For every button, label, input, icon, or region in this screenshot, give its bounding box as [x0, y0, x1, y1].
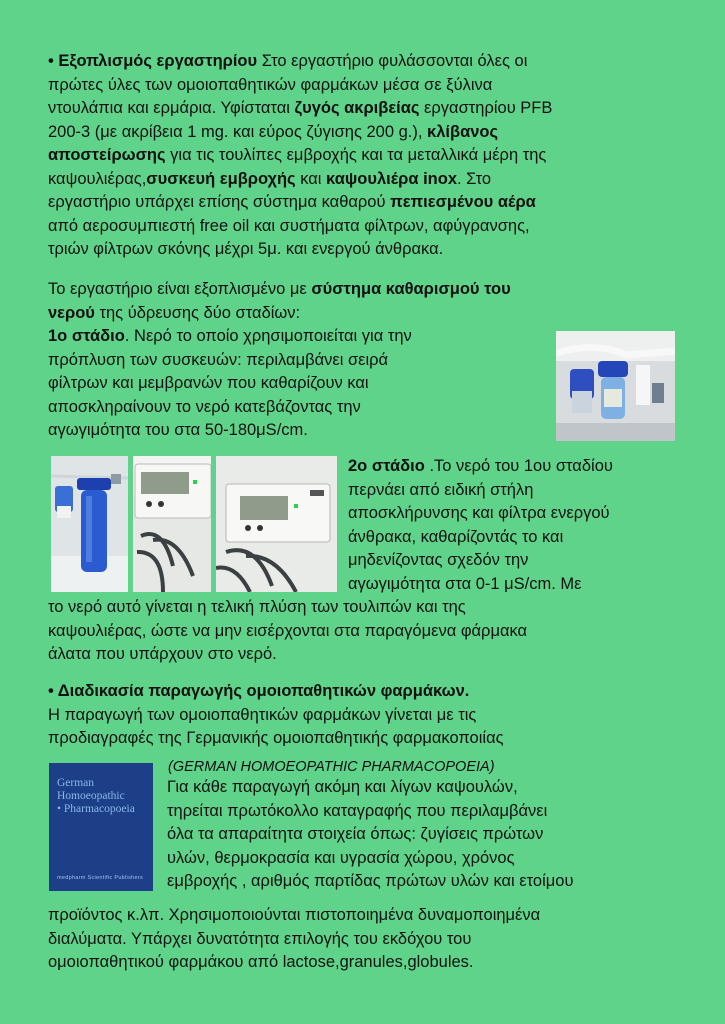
stage1-paragraph-line-3	[48, 396, 412, 420]
equipment-heading: Εξοπλισμός εργαστηρίου	[58, 52, 258, 70]
water-system-intro	[48, 278, 511, 325]
stage2-paragraph-line-2-seg-0: αποσκλήρυνσης και φίλτρα ενεργού	[348, 504, 610, 522]
bullet: •	[48, 52, 54, 70]
production-paragraph-line-2-seg-0: προδιαγραφές της Γερμανικής ομοιοπαθητικής φαρμακοποιίας	[48, 729, 504, 747]
equipment-lines-line-5	[48, 168, 552, 192]
equipment-lines-line-2	[48, 97, 552, 121]
stage1-paragraph-line-4-seg-0: αγωγιμότητα του στα 50-180μS/cm.	[48, 421, 308, 439]
production-paragraph-line-0-seg-0: • Διαδικασία παραγωγής ομοιοπαθητικών φαρμάκων.	[48, 682, 470, 700]
equipment-lines-line-6-seg-1: πεπιεσμένου αέρα	[390, 193, 536, 211]
stage1-paragraph-line-3-seg-0: αποσκληραίνουν το νερό κατεβάζοντας την	[48, 397, 361, 416]
equipment-lines-line-7	[48, 215, 552, 239]
protocol-continuation-line-1-seg-0: διαλύματα. Υπάρχει δυνατότητα επιλογής του εκδόχου του	[48, 929, 472, 948]
book-title-line-1: German	[57, 777, 95, 789]
production-paragraph-line-1	[48, 704, 504, 728]
stage1-paragraph-line-0-seg-0: 1ο στάδιο	[48, 327, 125, 345]
book-publisher: medpharm Scientific Publishers	[57, 875, 144, 881]
protocol-paragraph-line-2-seg-0: όλα τα απαραίτητα στοιχεία όπως: ζυγίσεις πρώτων	[167, 825, 544, 843]
equipment-lines-line-5-seg-0: καψουλιέρας,	[48, 169, 147, 188]
stage2-paragraph-line-4-seg-0: μηδενίζοντας σχεδόν την	[348, 551, 529, 569]
protocol-continuation	[48, 904, 540, 975]
stage1-paragraph-line-1	[48, 349, 412, 373]
stage2-paragraph-line-0-seg-0: 2ο στάδιο	[348, 457, 425, 475]
stage2-paragraph-line-3-seg-0: άνθρακα, καθαρίζοντάς το και	[348, 527, 564, 546]
protocol-paragraph-line-1-seg-0: τηρείται πρωτόκολλο καταγραφής που περιλαμβάνει	[167, 801, 548, 820]
production-paragraph	[48, 680, 504, 751]
water-system-intro-line-1	[48, 302, 511, 326]
protocol-paragraph-line-3-seg-0: υλών, θερμοκρασία και υγρασία χώρου, χρόνος	[167, 848, 515, 867]
meter-image-2	[216, 456, 337, 592]
protocol-paragraph-line-3	[167, 847, 573, 871]
stage2-paragraph-line-5	[348, 573, 613, 597]
stage2-paragraph-line-1	[348, 479, 613, 503]
stage2-continuation-line-1	[48, 620, 527, 644]
conductivity-meter-photo-1	[133, 456, 211, 592]
book-title-line-3: • Pharmacopoeia	[57, 803, 135, 815]
stage1-paragraph-line-2-seg-0: φίλτρων και μεμβρανών που καθαρίζουν και	[48, 374, 369, 392]
equipment-lines-line-2-seg-0: ντουλάπια και ερμάρια. Υφίσταται	[48, 99, 295, 117]
equipment-lines-line-2-seg-1: ζυγός ακριβείας	[294, 99, 420, 117]
stage2-continuation-line-0	[48, 596, 527, 620]
filter-photo-image	[556, 331, 675, 441]
equipment-lines-line-8-seg-0: τριών φίλτρων σκόνης μέχρι 5μ. και ενεργού άνθρακα.	[48, 240, 444, 258]
protocol-paragraph-line-2	[167, 823, 573, 847]
stage1-paragraph	[48, 325, 412, 443]
stage2-paragraph-line-0-seg-1: .Το νερό του 1ου σταδίου	[424, 457, 613, 475]
stage2-continuation-line-2	[48, 643, 527, 667]
equipment-lines-line-6-seg-0: εργαστήριο υπάρχει επίσης σύστημα καθαρού	[48, 193, 391, 211]
equipment-lines-line-4-seg-0: αποστείρωσης	[48, 146, 166, 164]
production-paragraph-line-0	[48, 680, 504, 704]
stage2-continuation-line-1-seg-0: καψουλιέρας, ώστε να μην εισέρχονται στα παραγόμενα φάρμακα	[48, 621, 528, 640]
pharmacopoeia-book-cover	[49, 763, 153, 891]
equipment-line-0-rest: Στο εργαστήριο φυλάσσονται όλες οι	[257, 52, 528, 70]
protocol-paragraph-line-0	[167, 776, 573, 800]
blue-filter-image	[51, 456, 128, 592]
stage2-continuation-line-0-seg-0: το νερό αυτό γίνεται η τελική πλύση των τουλιπών και της	[48, 598, 466, 616]
stage2-filter-photo	[51, 456, 128, 592]
stage1-filter-photo	[556, 331, 675, 441]
equipment-lines-line-1-seg-0: πρώτες ύλες των ομοιοπαθητικών φαρμάκων μέσα σε ξύλινα	[48, 75, 493, 94]
water-system-intro-line-1-seg-0: νερού	[48, 303, 95, 322]
protocol-paragraph	[167, 776, 573, 894]
protocol-continuation-line-2	[48, 951, 540, 975]
protocol-paragraph-line-0-seg-0: Για κάθε παραγωγή ακόμη και λίγων καψουλών,	[167, 778, 518, 796]
water-system-intro-line-0	[48, 278, 511, 302]
stage1-paragraph-line-0	[48, 325, 412, 349]
book-title	[57, 777, 135, 816]
equipment-lines-line-6	[48, 191, 552, 215]
protocol-continuation-line-0	[48, 904, 540, 928]
equipment-lines-line-1	[48, 74, 552, 98]
equipment-lines-line-7-seg-0: από αεροσυμπιεστή free oil και συστήματα φίλτρων, αφύγρανσης,	[48, 216, 530, 235]
stage2-paragraph-line-2	[348, 502, 613, 526]
stage1-paragraph-line-2	[48, 372, 412, 396]
stage2-continuation	[48, 596, 527, 667]
protocol-continuation-line-1	[48, 928, 540, 952]
stage2-paragraph-line-0	[348, 455, 613, 479]
production-paragraph-line-1-seg-0: Η παραγωγή των ομοιοπαθητικών φαρμάκων γίνεται με τις	[48, 705, 477, 724]
stage1-paragraph-line-1-seg-0: πρόπλυση των συσκευών: περιλαμβάνει σειρά	[48, 350, 389, 369]
conductivity-meter-photo-2	[216, 456, 337, 592]
protocol-continuation-line-2-seg-0: ομοιοπαθητικού φαρμάκου από lactose,granules,globules.	[48, 953, 474, 971]
equipment-lines-line-5-seg-3: καψουλιέρα inox	[326, 169, 458, 188]
book-title-line-2: Homoeopathic	[57, 790, 125, 802]
water-system-intro-line-1-seg-1: της ύδρευσης δύο σταδίων:	[94, 303, 301, 322]
production-paragraph-line-2	[48, 727, 504, 751]
equipment-lines-line-5-seg-4: . Στο	[457, 169, 492, 188]
stage2-paragraph	[348, 455, 613, 596]
stage2-paragraph-line-3	[348, 526, 613, 550]
protocol-paragraph-line-1	[167, 800, 573, 824]
protocol-paragraph-line-4	[167, 870, 573, 894]
stage1-paragraph-line-4	[48, 419, 412, 443]
equipment-lines-line-5-seg-2: και	[295, 169, 327, 188]
equipment-lines-line-5-seg-1: συσκευή εμβροχής	[146, 169, 296, 188]
equipment-lines	[48, 74, 552, 262]
stage2-continuation-line-2-seg-0: άλατα που υπάρχουν στο νερό.	[48, 645, 277, 663]
book-title-line-3-text: Pharmacopoeia	[63, 803, 135, 815]
equipment-lines-line-4-seg-1: για τις τουλίπες εμβροχής και τα μεταλλικά μέρη της	[165, 146, 547, 164]
equipment-lines-line-4	[48, 144, 552, 168]
stage1-paragraph-line-0-seg-1: . Νερό το οποίο χρησιμοποιείται για την	[124, 327, 412, 345]
pharmacopoeia-italic: (GERMAN HOMOEOPATHIC PHARMACOPOEIA)	[168, 759, 495, 775]
protocol-continuation-line-0-seg-0: προϊόντος κ.λπ. Χρησιμοποιούνται πιστοποιημένα δυναμοποιημένα	[48, 906, 541, 924]
protocol-paragraph-line-4-seg-0: εμβροχής , αριθμός παρτίδας πρώτων υλών και ετοίμου	[167, 872, 574, 890]
equipment-lines-line-2-seg-2: εργαστηρίου PFB	[419, 99, 553, 117]
equipment-lines-line-3-seg-1: κλίβανος	[427, 122, 499, 141]
meter-image-1	[133, 456, 211, 592]
equipment-lines-line-3	[48, 121, 552, 145]
stage2-paragraph-line-1-seg-0: περνάει από ειδική στήλη	[348, 480, 534, 499]
water-system-intro-line-0-seg-1: σύστημα καθαρισμού του	[311, 280, 511, 298]
equipment-lines-line-8	[48, 238, 552, 262]
equipment-line-0	[48, 50, 552, 74]
stage2-paragraph-line-5-seg-0: αγωγιμότητα στα 0-1 μS/cm. Με	[348, 574, 582, 593]
equipment-lines-line-3-seg-0: 200-3 (με ακρίβεια 1 mg. και εύρος ζύγισης 200 g.),	[48, 122, 428, 141]
water-system-intro-line-0-seg-0: Το εργαστήριο είναι εξοπλισμένο με	[48, 280, 312, 298]
stage2-paragraph-line-4	[348, 549, 613, 573]
equipment-paragraph	[48, 50, 552, 262]
